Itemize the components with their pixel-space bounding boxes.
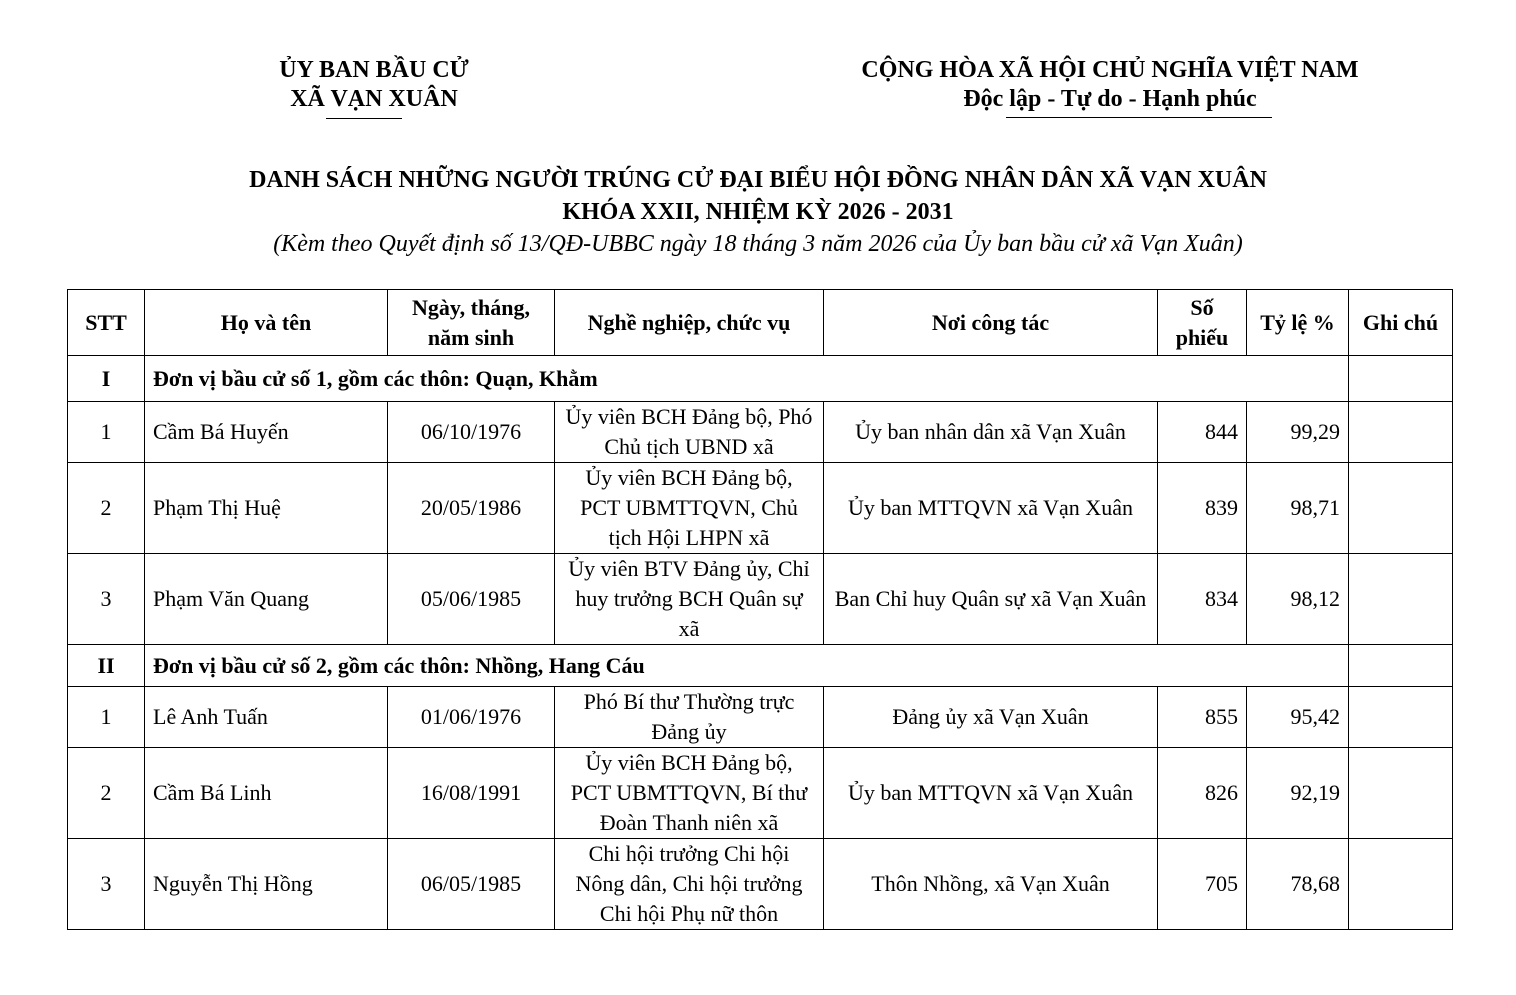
cell-position: Ủy viên BCH Đảng bộ, PCT UBMTTQVN, Chủ tịch Hội LHPN xã [555, 463, 824, 554]
cell-name: Phạm Văn Quang [145, 554, 388, 645]
table-header-row [68, 290, 1453, 356]
title-line-1: DANH SÁCH NHỮNG NGƯỜI TRÚNG CỬ ĐẠI BIỂU HỘI ĐỒNG NHÂN DÂN XÃ VẠN XUÂN [249, 167, 1267, 193]
cell-dob: 16/08/1991 [388, 748, 555, 839]
issuing-authority [200, 56, 548, 114]
cell-stt: 2 [68, 463, 145, 554]
group-title: Đơn vị bầu cử số 1, gồm các thôn: Quạn, Khằm [145, 356, 1349, 402]
cell-workplace: Ủy ban MTTQVN xã Vạn Xuân [824, 748, 1158, 839]
document-title [0, 164, 1516, 260]
group-note [1349, 356, 1453, 402]
cell-stt: 2 [68, 748, 145, 839]
decision-reference: (Kèm theo Quyết định số 13/QĐ-UBBC ngày 18 tháng 3 năm 2026 của Ủy ban bầu cử xã Vạn Xuân) [273, 231, 1243, 257]
authority-line-1: ỦY BAN BẦU CỬ [279, 57, 469, 83]
cell-position: Chi hội trưởng Chi hội Nông dân, Chi hội trưởng Chi hội Phụ nữ thôn [555, 839, 824, 930]
col-header-position: Nghề nghiệp, chức vụ [555, 290, 824, 356]
cell-name: Lê Anh Tuấn [145, 687, 388, 748]
cell-stt: 1 [68, 687, 145, 748]
cell-dob: 01/06/1976 [388, 687, 555, 748]
cell-percent: 98,71 [1247, 463, 1349, 554]
cell-votes: 855 [1158, 687, 1247, 748]
col-header-percent: Tỷ lệ % [1247, 290, 1349, 356]
cell-name: Phạm Thị Huệ [145, 463, 388, 554]
authority-line-2: XÃ VẠN XUÂN [290, 86, 458, 112]
cell-votes: 705 [1158, 839, 1247, 930]
table-row [68, 748, 1453, 839]
cell-votes: 839 [1158, 463, 1247, 554]
authority-underline [326, 118, 402, 119]
col-header-workplace: Nơi công tác [824, 290, 1158, 356]
table-row [68, 402, 1453, 463]
group-note [1349, 645, 1453, 687]
col-header-note: Ghi chú [1349, 290, 1453, 356]
group-stt: II [68, 645, 145, 687]
cell-note [1349, 839, 1453, 930]
cell-name: Nguyễn Thị Hồng [145, 839, 388, 930]
cell-note [1349, 687, 1453, 748]
national-motto [800, 56, 1420, 114]
col-header-name: Họ và tên [145, 290, 388, 356]
cell-note [1349, 554, 1453, 645]
cell-workplace: Ban Chỉ huy Quân sự xã Vạn Xuân [824, 554, 1158, 645]
cell-votes: 834 [1158, 554, 1247, 645]
country-name: CỘNG HÒA XÃ HỘI CHỦ NGHĨA VIỆT NAM [861, 57, 1359, 83]
col-header-stt: STT [68, 290, 145, 356]
cell-dob: 20/05/1986 [388, 463, 555, 554]
cell-name: Cầm Bá Huyến [145, 402, 388, 463]
cell-percent: 92,19 [1247, 748, 1349, 839]
cell-dob: 06/10/1976 [388, 402, 555, 463]
group-row [68, 356, 1453, 402]
cell-percent: 98,12 [1247, 554, 1349, 645]
elected-delegates-table [67, 289, 1453, 930]
group-row [68, 645, 1453, 687]
table-row [68, 687, 1453, 748]
cell-percent: 95,42 [1247, 687, 1349, 748]
cell-dob: 06/05/1985 [388, 839, 555, 930]
motto-line: Độc lập - Tự do - Hạnh phúc [963, 86, 1257, 112]
table-row [68, 554, 1453, 645]
cell-note [1349, 402, 1453, 463]
table-row [68, 839, 1453, 930]
cell-name: Cầm Bá Linh [145, 748, 388, 839]
cell-workplace: Thôn Nhồng, xã Vạn Xuân [824, 839, 1158, 930]
cell-votes: 844 [1158, 402, 1247, 463]
motto-underline [1006, 117, 1272, 118]
cell-note [1349, 748, 1453, 839]
cell-dob: 05/06/1985 [388, 554, 555, 645]
cell-percent: 78,68 [1247, 839, 1349, 930]
cell-workplace: Ủy ban nhân dân xã Vạn Xuân [824, 402, 1158, 463]
col-header-dob: Ngày, tháng, năm sinh [388, 290, 555, 356]
cell-position: Ủy viên BCH Đảng bộ, Phó Chủ tịch UBND xã [555, 402, 824, 463]
col-header-votes: Số phiếu [1158, 290, 1247, 356]
cell-workplace: Ủy ban MTTQVN xã Vạn Xuân [824, 463, 1158, 554]
group-title: Đơn vị bầu cử số 2, gồm các thôn: Nhồng, Hang Cáu [145, 645, 1349, 687]
title-line-2: KHÓA XXII, NHIỆM KỲ 2026 - 2031 [562, 199, 954, 225]
table-row [68, 463, 1453, 554]
cell-position: Ủy viên BCH Đảng bộ, PCT UBMTTQVN, Bí thư Đoàn Thanh niên xã [555, 748, 824, 839]
cell-position: Ủy viên BTV Đảng ủy, Chỉ huy trưởng BCH Quân sự xã [555, 554, 824, 645]
cell-workplace: Đảng ủy xã Vạn Xuân [824, 687, 1158, 748]
cell-stt: 1 [68, 402, 145, 463]
cell-percent: 99,29 [1247, 402, 1349, 463]
cell-position: Phó Bí thư Thường trực Đảng ủy [555, 687, 824, 748]
cell-stt: 3 [68, 554, 145, 645]
cell-stt: 3 [68, 839, 145, 930]
group-stt: I [68, 356, 145, 402]
cell-votes: 826 [1158, 748, 1247, 839]
cell-note [1349, 463, 1453, 554]
